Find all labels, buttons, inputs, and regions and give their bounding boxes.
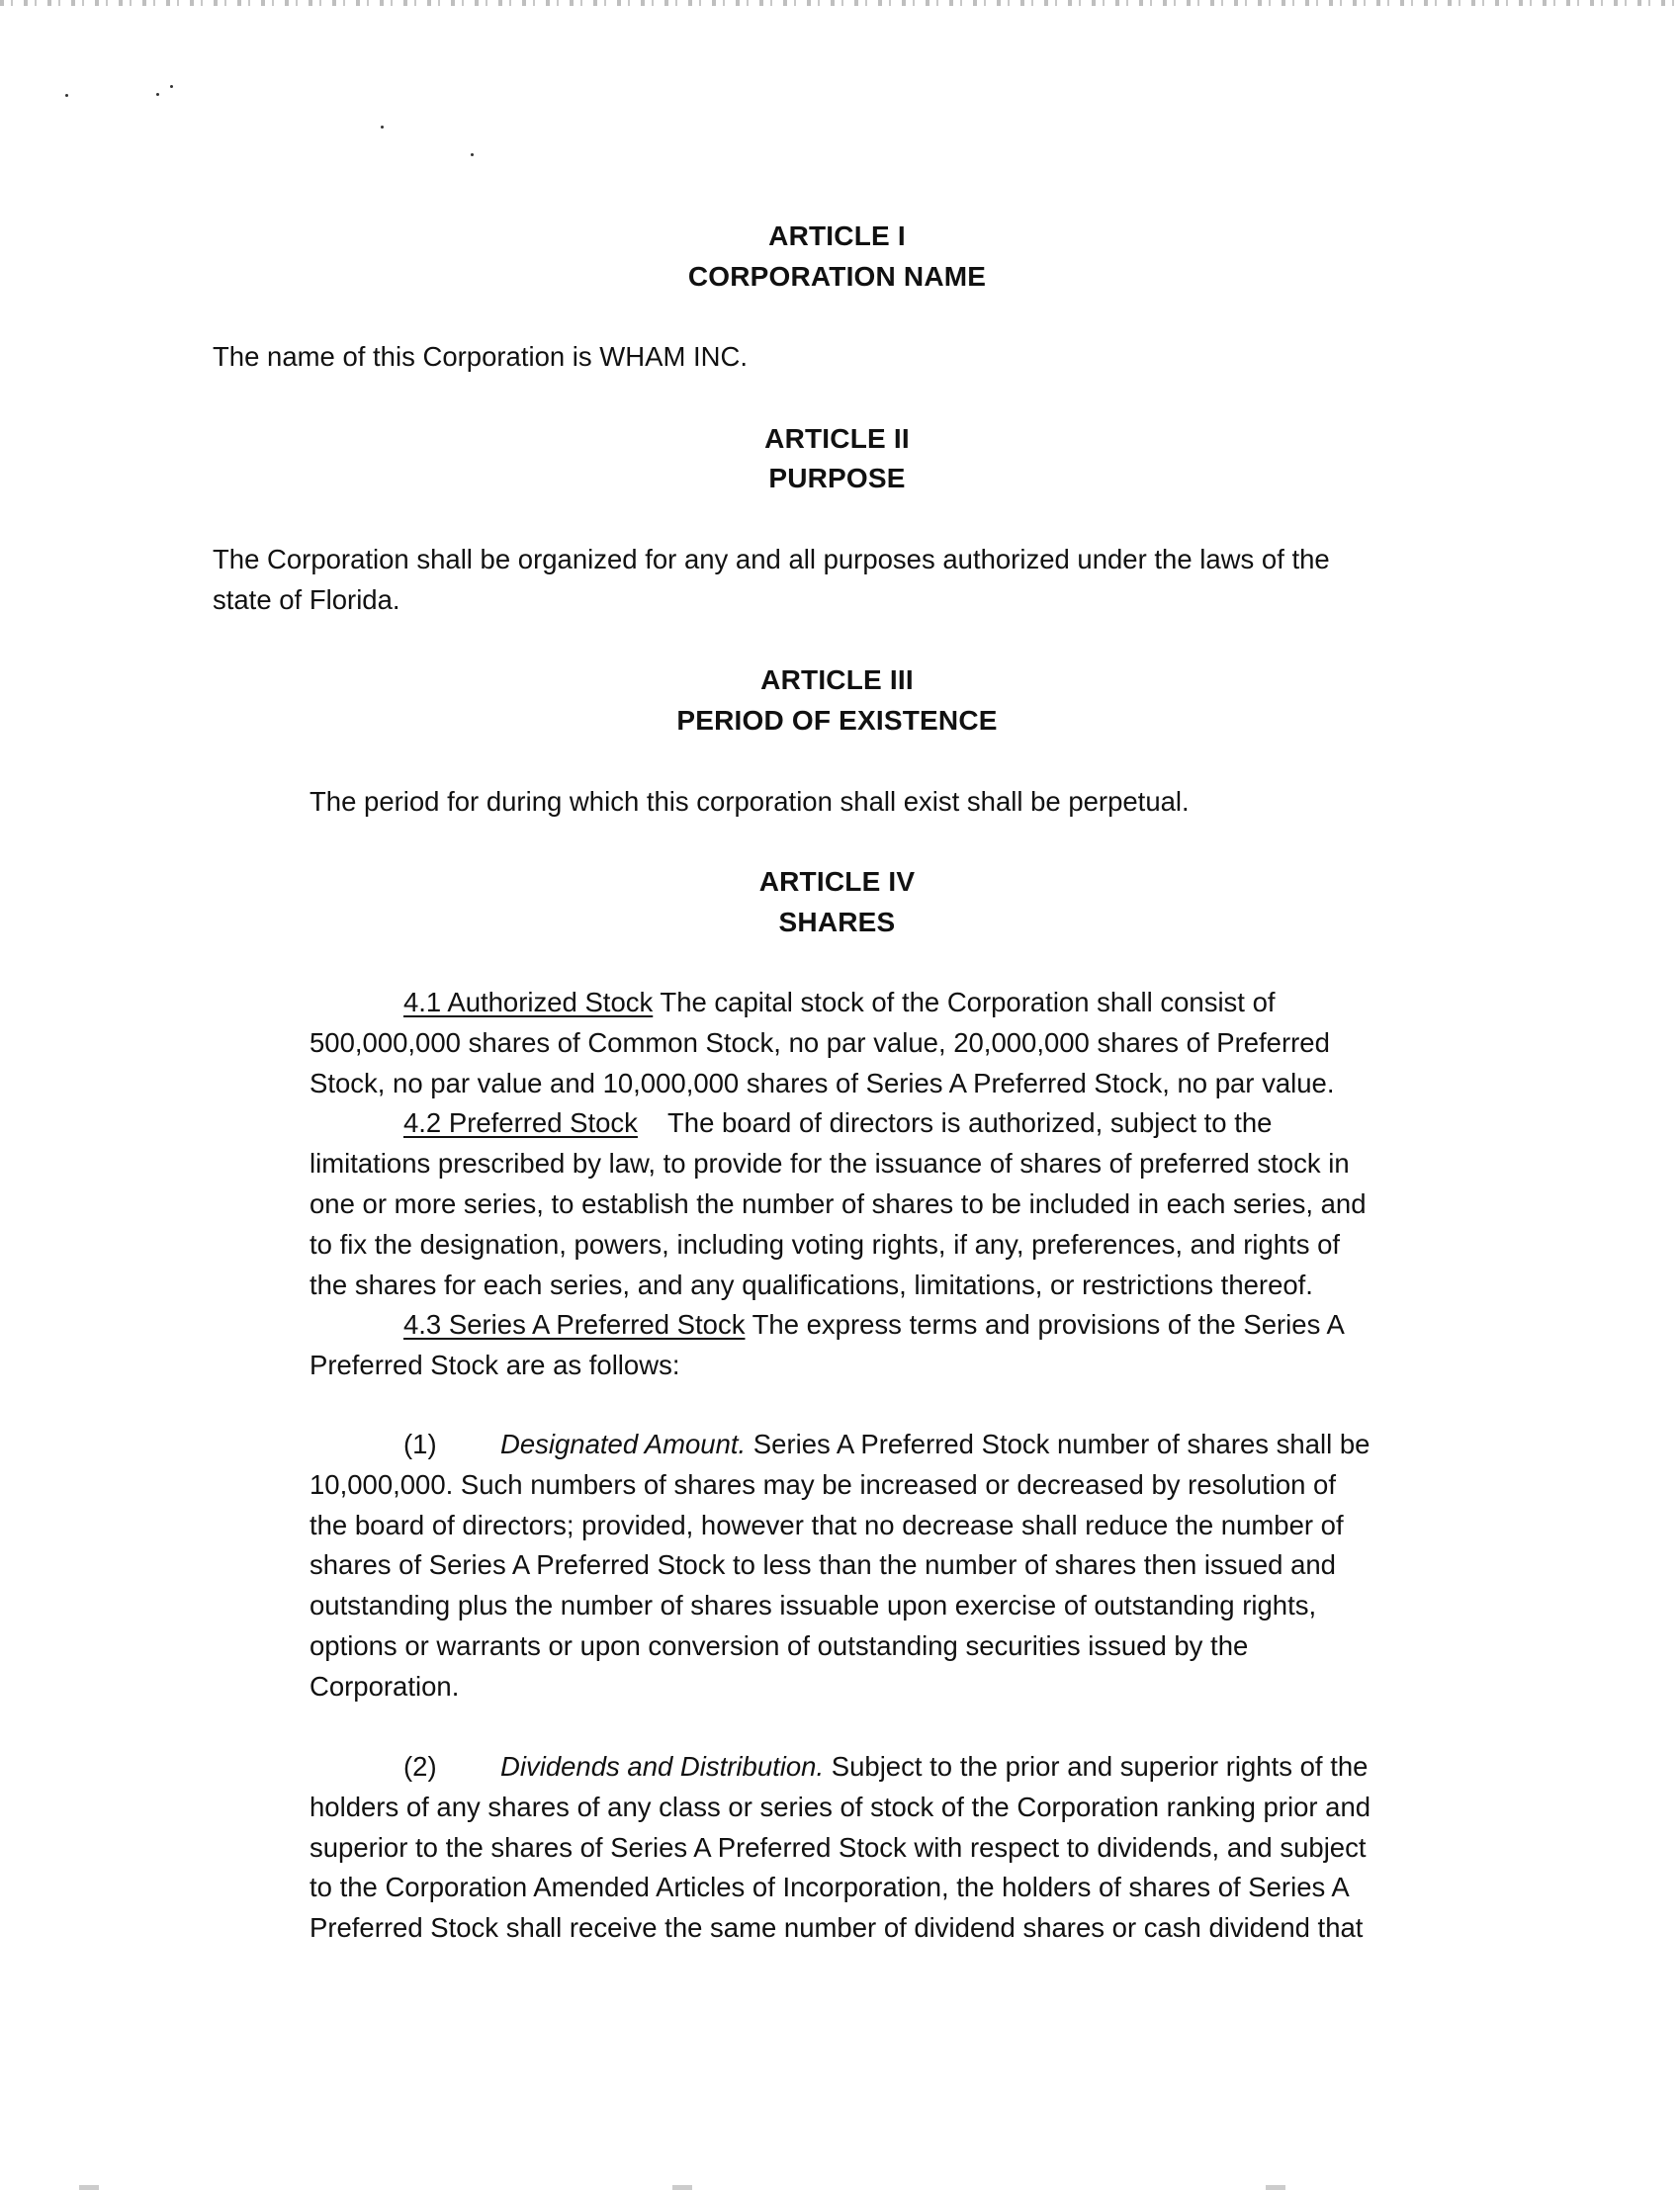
article-3-title: PERIOD OF EXISTENCE: [676, 705, 998, 736]
article-2-body: [213, 540, 1330, 621]
item-2-line: superior to the shares of Series A Preferred Stock with respect to dividends, and subject: [309, 1831, 1367, 1863]
article-2-line: The Corporation shall be organized for any and all purposes authorized under the laws of the: [213, 544, 1330, 574]
section-4-2-line: limitations prescribed by law, to provide for the issuance of shares of preferred stock in: [309, 1148, 1350, 1180]
item-1-line: shares of Series A Preferred Stock to less than the number of shares then issued and: [309, 1549, 1336, 1581]
item-2-heading: Dividends and Distribution.: [500, 1751, 825, 1782]
scan-speck: [156, 93, 159, 96]
item-1-line: Corporation.: [309, 1670, 460, 1702]
section-4-2-label: 4.2 Preferred Stock: [403, 1107, 638, 1139]
section-4-2-line: one or more series, to establish the number of shares to be included in each series, and: [309, 1187, 1367, 1219]
article-3-body: [309, 782, 1190, 823]
section-4-2-first-line: [309, 1103, 1367, 1144]
item-1-heading: Designated Amount.: [500, 1429, 747, 1459]
section-4-3-first-line: [309, 1305, 1367, 1346]
article-4-sections: [309, 983, 1367, 1386]
item-1: [309, 1425, 1370, 1708]
article-1-number: ARTICLE I: [768, 220, 906, 251]
scan-artifact-top: [0, 0, 1680, 6]
article-4-number: ARTICLE IV: [758, 866, 916, 897]
scan-artifact-bottom: [0, 2185, 1680, 2190]
scan-speck: [65, 94, 68, 97]
article-1-title: CORPORATION NAME: [687, 261, 987, 292]
section-4-2-text: The board of directors is authorized, subject to the: [637, 1107, 1273, 1139]
item-1-line: outstanding plus the number of shares issuable upon exercise of outstanding rights,: [309, 1590, 1317, 1621]
item-1-number: (1): [403, 1429, 437, 1459]
section-4-3-line: Preferred Stock are as follows:: [309, 1350, 680, 1381]
article-3-number: ARTICLE III: [760, 664, 914, 695]
item-1-line: 10,000,000. Such numbers of shares may be increased or decreased by resolution of: [309, 1468, 1336, 1500]
item-1-text: Series A Preferred Stock number of shares shall be: [746, 1429, 1371, 1459]
article-1-line: The name of this Corporation is WHAM INC.: [213, 341, 749, 372]
section-4-3-text: The express terms and provisions of the Series A: [745, 1309, 1345, 1341]
article-4-title: SHARES: [778, 907, 896, 937]
scan-speck: [381, 126, 384, 129]
item-2: [309, 1747, 1371, 1949]
section-4-1-text: The capital stock of the Corporation shall consist of: [653, 987, 1276, 1017]
article-2-title: PURPOSE: [768, 463, 906, 493]
item-2-number: (2): [403, 1751, 437, 1782]
article-1-body: [213, 337, 748, 378]
item-2-text: Subject to the prior and superior rights of the: [824, 1751, 1369, 1782]
section-4-1-label: 4.1 Authorized Stock: [403, 987, 654, 1017]
article-2-line: state of Florida.: [213, 583, 400, 615]
section-4-3-label: 4.3 Series A Preferred Stock: [403, 1309, 746, 1341]
scan-speck: [471, 153, 474, 156]
item-2-line: Preferred Stock shall receive the same number of dividend shares or cash dividend that: [309, 1912, 1364, 1944]
article-3-line: The period for during which this corporation shall exist shall be perpetual.: [309, 786, 1190, 817]
section-4-2-line: to fix the designation, powers, including voting rights, if any, preferences, and rights of: [309, 1228, 1341, 1260]
section-4-1-line: Stock, no par value and 10,000,000 shares of Series A Preferred Stock, no par value.: [309, 1067, 1335, 1098]
section-4-1-first-line: [309, 983, 1367, 1023]
article-2-number: ARTICLE II: [764, 423, 910, 454]
item-2-line: holders of any shares of any class or series of stock of the Corporation ranking prior and: [309, 1791, 1371, 1822]
item-2-line: to the Corporation Amended Articles of Incorporation, the holders of shares of Series A: [309, 1872, 1350, 1903]
scan-speck: [170, 85, 173, 88]
section-4-1-line: 500,000,000 shares of Common Stock, no par value, 20,000,000 shares of Preferred: [309, 1026, 1330, 1058]
item-1-line: the board of directors; provided, however that no decrease shall reduce the number of: [309, 1509, 1344, 1540]
item-2-first-line: [309, 1747, 1371, 1788]
section-4-2-line: the shares for each series, and any qualifications, limitations, or restrictions thereof.: [309, 1269, 1313, 1300]
item-1-line: options or warrants or upon conversion of outstanding securities issued by the: [309, 1629, 1249, 1661]
item-1-first-line: [309, 1425, 1370, 1465]
